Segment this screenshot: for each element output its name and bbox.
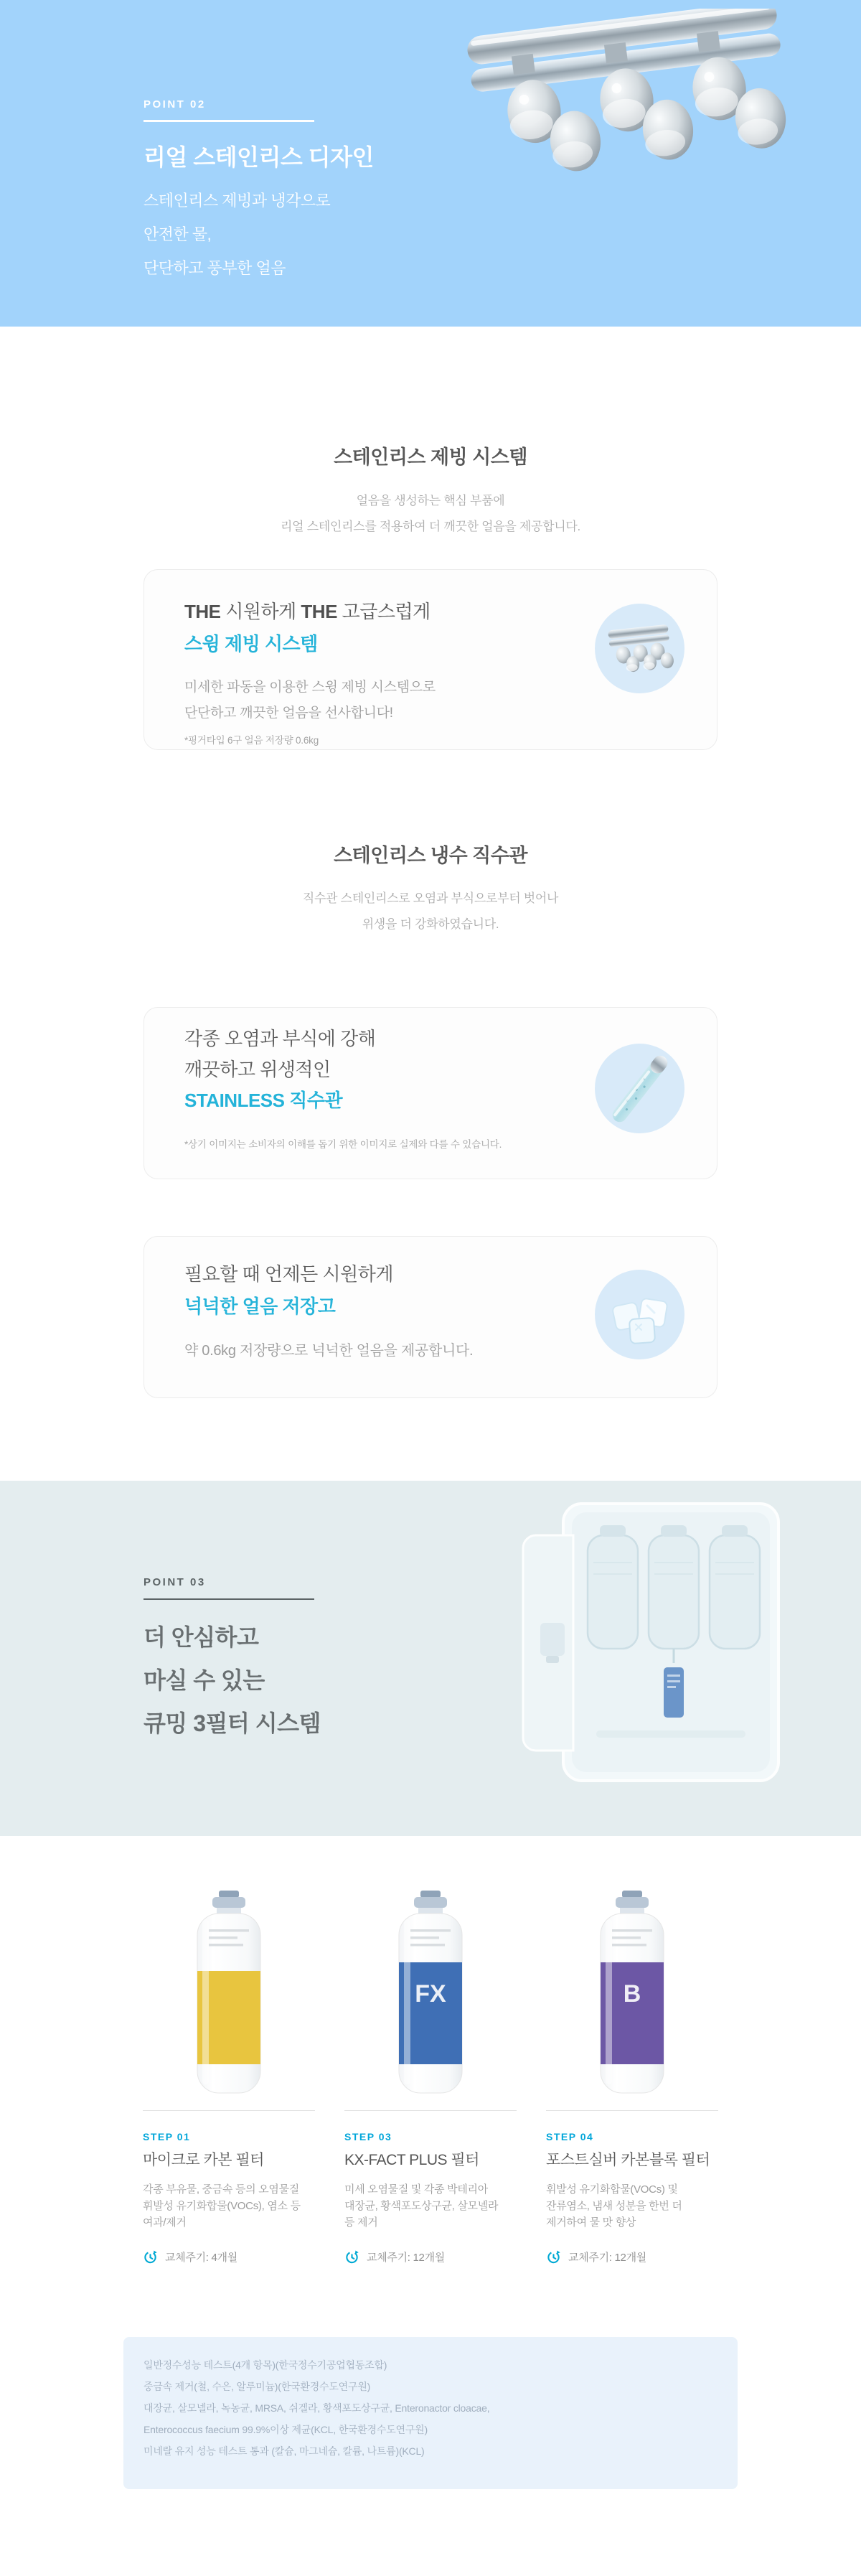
filter-desc-line: 등 제거 (344, 2216, 378, 2229)
icemaking-description (0, 488, 861, 540)
replacement-cycle-text: 교체주기: 12개월 (367, 2252, 445, 2264)
note-line: 미네랄 유지 성능 테스트 통과 (칼슘, 마그네슘, 칼륨, 나트륨)(KCL) (144, 2445, 425, 2457)
filter-step-body (143, 2110, 315, 2264)
icemaker-thumb-circle (595, 604, 684, 693)
icemaking-heading: 스테인리스 제빙 시스템 (334, 446, 527, 468)
icemaking-desc-line: 리얼 스테인리스를 적용하여 더 깨끗한 얼음을 제공합니다. (281, 520, 580, 533)
hero-title: 리얼 스테인리스 디자인 (144, 144, 374, 170)
filter-desc-line: 각종 부유물, 중금속 등의 오염물질 (143, 2183, 299, 2196)
hero-text-block (144, 98, 374, 285)
certification-notes-box (123, 2337, 738, 2489)
filter-description (344, 2181, 517, 2231)
ice-storage-card (144, 1236, 718, 1398)
point03-section (0, 1481, 861, 1836)
card-title-text: 고급스럽게 (337, 601, 430, 622)
coldpipe-heading: 스테인리스 냉수 직수관 (334, 845, 527, 866)
filter-step-column (344, 1865, 517, 2264)
coldpipe-desc-line: 직수관 스테인리스로 오염과 부식으로부터 벗어나 (302, 891, 559, 905)
filter-desc-line: 휘발성 유기화합물(VOCs), 염소 등 (143, 2200, 301, 2212)
note-line: 대장균, 살모넬라, 녹농균, MRSA, 쉬겔라, 황색포도상구균, Enteronactor cloacae, (144, 2402, 490, 2414)
filter-desc-line: 대장균, 황색포도상구균, 살모넬라 (344, 2200, 499, 2212)
micro-carbon-filter-bottle (193, 1891, 265, 2094)
card-title: 필요할 때 언제든 시원하게 (184, 1263, 393, 1285)
title-text: 큐밍 (144, 1710, 194, 1736)
filter-desc-line: 잔류염소, 냄새 성분을 한번 더 (546, 2200, 682, 2212)
hero-subtitle (144, 184, 374, 285)
point03-label: POINT 03 (144, 1576, 206, 1588)
filter-desc-line: 미세 오염물질 및 각종 박테리아 (344, 2183, 488, 2196)
replacement-cycle-icon (143, 2249, 158, 2264)
card-title-the: THE (301, 601, 337, 622)
point03-title-line (144, 1702, 321, 1745)
point02-label: POINT 02 (144, 98, 206, 111)
step-label: STEP 03 (344, 2131, 392, 2142)
note-line: 일반정수성능 테스트(4개 항목)(한국정수기공업협동조합) (144, 2359, 387, 2371)
step-label: STEP 01 (143, 2131, 191, 2142)
point03-title-line: 마실 수 있는 (144, 1667, 265, 1693)
card-accent-title: 넉넉한 얼음 저장고 (184, 1296, 336, 1317)
filter-name: 마이크로 카본 필터 (143, 2152, 264, 2168)
icemaker-mini-image (606, 622, 674, 676)
card-footnote: *핑거타입 6구 얼음 저장량 0.6kg (184, 735, 319, 746)
hero-subtitle-line: 단단하고 풍부한 얼음 (144, 259, 286, 277)
accent-rest: 직수관 (284, 1090, 343, 1111)
card-body: 약 0.6kg 저장량으로 넉넉한 얼음을 제공합니다. (184, 1343, 474, 1359)
card-title-line: 깨끗하고 위생적인 (184, 1059, 331, 1080)
card-title-the: THE (184, 601, 221, 622)
card-accent-title: 스윙 제빙 시스템 (184, 633, 318, 655)
card-title-line: 각종 오염과 부식에 강해 (184, 1028, 376, 1049)
replacement-cycle-text: 교체주기: 12개월 (568, 2252, 646, 2264)
filter-bottle-image (143, 1865, 315, 2110)
filter-description (143, 2181, 315, 2231)
filter-steps-grid (143, 1865, 720, 2264)
kx-fact-plus-filter-bottle (395, 1891, 466, 2094)
swing-icemaking-card (144, 569, 718, 750)
stainless-icemaker-image (430, 9, 789, 179)
note-line: 중금속 제거(철, 수은, 알루미늄)(한국환경수도연구원) (144, 2381, 371, 2392)
point03-divider (144, 1598, 314, 1600)
hero-subtitle-line: 스테인리스 제빙과 냉각으로 (144, 192, 331, 210)
post-silver-carbon-filter-bottle (596, 1891, 668, 2094)
filter-step-column (546, 1865, 718, 2264)
replacement-cycle (546, 2249, 718, 2264)
filter-name: 포스트실버 카본블록 필터 (546, 2152, 710, 2168)
filter-desc-line: 휘발성 유기화합물(VOCs) 및 (546, 2183, 678, 2196)
filter-system-image (456, 1494, 800, 1809)
point03-title (144, 1616, 321, 1745)
hero-subtitle-line: 안전한 물, (144, 225, 212, 243)
note-line: Enterococcus faecium 99.9%이상 제균(KCL, 한국환경수도연구원) (144, 2424, 428, 2435)
hero-section (0, 0, 861, 327)
replacement-cycle (143, 2249, 315, 2264)
filter-step-body (546, 2110, 718, 2264)
step-label: STEP 04 (546, 2131, 594, 2142)
filter-description (546, 2181, 718, 2231)
coldpipe-description (0, 886, 861, 937)
point03-text-block (144, 1576, 321, 1745)
replacement-cycle-icon (344, 2249, 359, 2264)
stainless-pipe-card (144, 1007, 718, 1179)
icemaking-desc-line: 얼음을 생성하는 핵심 부품에 (356, 494, 505, 507)
card-title-text: 시원하게 (220, 601, 301, 622)
accent-stainless: STAINLESS (184, 1090, 285, 1111)
filter-step-body (344, 2110, 517, 2264)
card-body-line: 미세한 파동을 이용한 스윙 제빙 시스템으로 (184, 680, 436, 695)
filter-bottle-image (546, 1865, 718, 2110)
ice-thumb-circle (595, 1270, 684, 1359)
filter-name: KX-FACT PLUS 필터 (344, 2152, 479, 2168)
card-footnote: *상기 이미지는 소비자의 이해를 돕기 위한 이미지로 실제와 다를 수 있습니다. (184, 1139, 502, 1150)
svg-text:B: B (623, 1980, 641, 2008)
title-number: 3 (193, 1710, 206, 1736)
filter-desc-line: 여과/제거 (143, 2216, 187, 2229)
card-body-line: 단단하고 깨끗한 얼음을 선사합니다! (184, 706, 393, 721)
coldpipe-desc-line: 위생을 더 강화하였습니다. (362, 917, 499, 931)
filter-bottle-image (344, 1865, 517, 2110)
title-text: 필터 시스템 (205, 1710, 321, 1736)
svg-text:FX: FX (415, 1980, 446, 2008)
replacement-cycle-icon (546, 2249, 561, 2264)
filter-step-column (143, 1865, 315, 2264)
point03-title-line: 더 안심하고 (144, 1624, 259, 1650)
replacement-cycle-text: 교체주기: 4개월 (165, 2252, 237, 2264)
pipe-thumb-circle (595, 1044, 684, 1133)
ice-cubes-mini-image (604, 1283, 676, 1347)
point02-divider (144, 120, 314, 122)
pipe-mini-image (604, 1053, 676, 1125)
replacement-cycle (344, 2249, 517, 2264)
filter-desc-line: 제거하여 물 맛 향상 (546, 2216, 636, 2229)
